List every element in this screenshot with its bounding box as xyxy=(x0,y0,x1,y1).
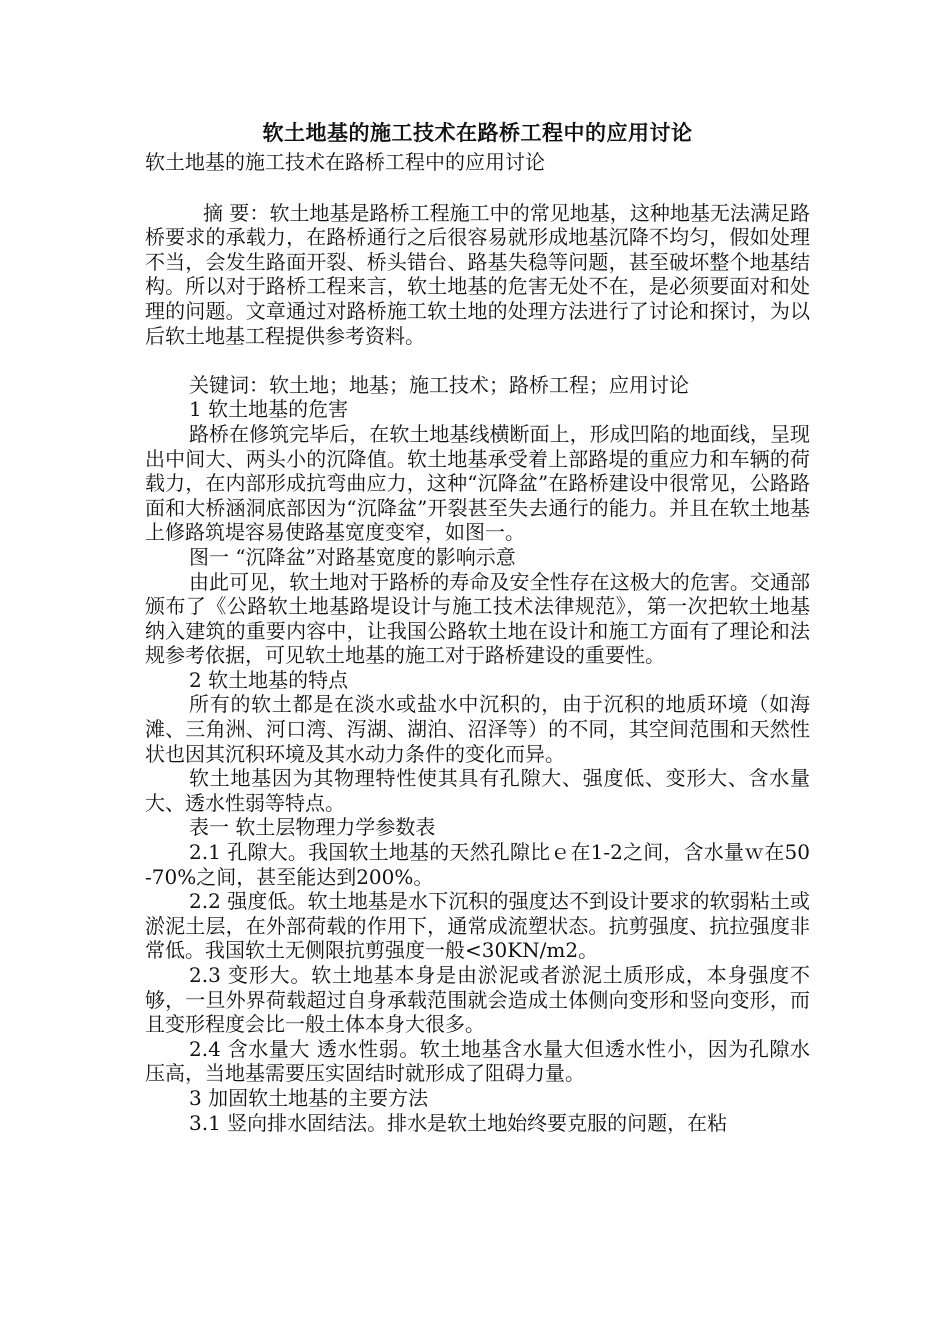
body-paragraph: 2.1 孔隙大。我国软土地基的天然孔隙比ｅ在1-2之间，含水量ｗ在50-70%之间，甚至能达到200%。 xyxy=(145,840,810,889)
body-paragraph: 由此可见，软土地对于路桥的寿命及安全性存在这极大的危害。交通部颁布了《公路软土地基路堤设计与施工技术法律规范》，第一次把软土地基纳入建筑的重要内容中，让我国公路软土地在设计和施工方面有了理论和法规参考依据，可见软土地基的施工对于路桥建设的重要性。 xyxy=(145,569,810,668)
body-paragraph: 2.2 强度低。软土地基是水下沉积的强度达不到设计要求的软弱粘土或淤泥土层，在外部荷载的作用下，通常成流塑状态。抗剪强度、抗拉强度非常低。我国软土无侧限抗剪强度一般<30KN/m2。 xyxy=(145,889,810,963)
document-subtitle: 软土地基的施工技术在路桥工程中的应用讨论 xyxy=(145,150,545,174)
section-heading: 2 软土地基的特点 xyxy=(189,667,349,692)
blank-line xyxy=(145,176,810,201)
figure-caption: 图一 “沉降盆”对路基宽度的影响示意 xyxy=(189,544,516,569)
body-paragraph: 软土地基因为其物理特性使其具有孔隙大、强度低、变形大、含水量大、透水性弱等特点。 xyxy=(145,766,810,815)
section-heading: 3 加固软土地基的主要方法 xyxy=(189,1085,429,1110)
body-paragraph: 2.4 含水量大 透水性弱。软土地基含水量大但透水性小，因为孔隙水压高，当地基需要压实固结时就形成了阻碍力量。 xyxy=(145,1036,810,1086)
body-paragraph: 所有的软土都是在淡水或盐水中沉积的，由于沉积的地质环境（如海滩、三角洲、河口湾、泻湖、湖泊、沼泽等）的不同，其空间范围和天然性状也因其沉积环境及其水动力条件的变化而异。 xyxy=(145,692,810,766)
body-paragraph: 2.3 变形大。软土地基本身是由淤泥或者淤泥土质形成，本身强度不够，一旦外界荷载超过自身承载范围就会造成土体侧向变形和竖向变形，而且变形程度会比一般土体本身大很多。 xyxy=(145,963,810,1037)
document-title: 软土地基的施工技术在路桥工程中的应用讨论 xyxy=(262,120,693,145)
document-page xyxy=(145,118,810,1135)
section-heading: 1 软土地基的危害 xyxy=(189,397,349,422)
table-caption: 表一 软土层物理力学参数表 xyxy=(189,815,436,840)
body-paragraph: 3.1 竖向排水固结法。排水是软土地始终要克服的问题，在粘 xyxy=(189,1110,728,1135)
blank-line xyxy=(145,348,810,373)
abstract-paragraph: 摘 要：软土地基是路桥工程施工中的常见地基，这种地基无法满足路桥要求的承载力，在路桥通行之后很容易就形成地基沉降不均匀，假如处理不当，会发生路面开裂、桥头错台、路基失稳等问题，甚至破坏整个地基结构。所以对于路桥工程来言，软土地基的危害无处不在，是必须要面对和处理的问题。文章通过对路桥施工软土地的处理方法进行了讨论和探讨，为以后软土地基工程提供参考资料。 xyxy=(145,200,810,348)
body-paragraph: 路桥在修筑完毕后，在软土地基线横断面上，形成凹陷的地面线，呈现出中间大、两头小的沉降值。软土地基承受着上部路堤的重应力和车辆的荷载力，在内部形成抗弯曲应力，这种“沉降盆”在路桥建设中很常见，公路路面和大桥涵洞底部因为“沉降盆”开裂甚至失去通行的能力。并且在软土地基上修路筑堤容易使路基宽度变窄，如图一。 xyxy=(145,421,810,545)
keywords-line: 关键词：软土地；地基；施工技术；路桥工程；应用讨论 xyxy=(189,372,689,397)
